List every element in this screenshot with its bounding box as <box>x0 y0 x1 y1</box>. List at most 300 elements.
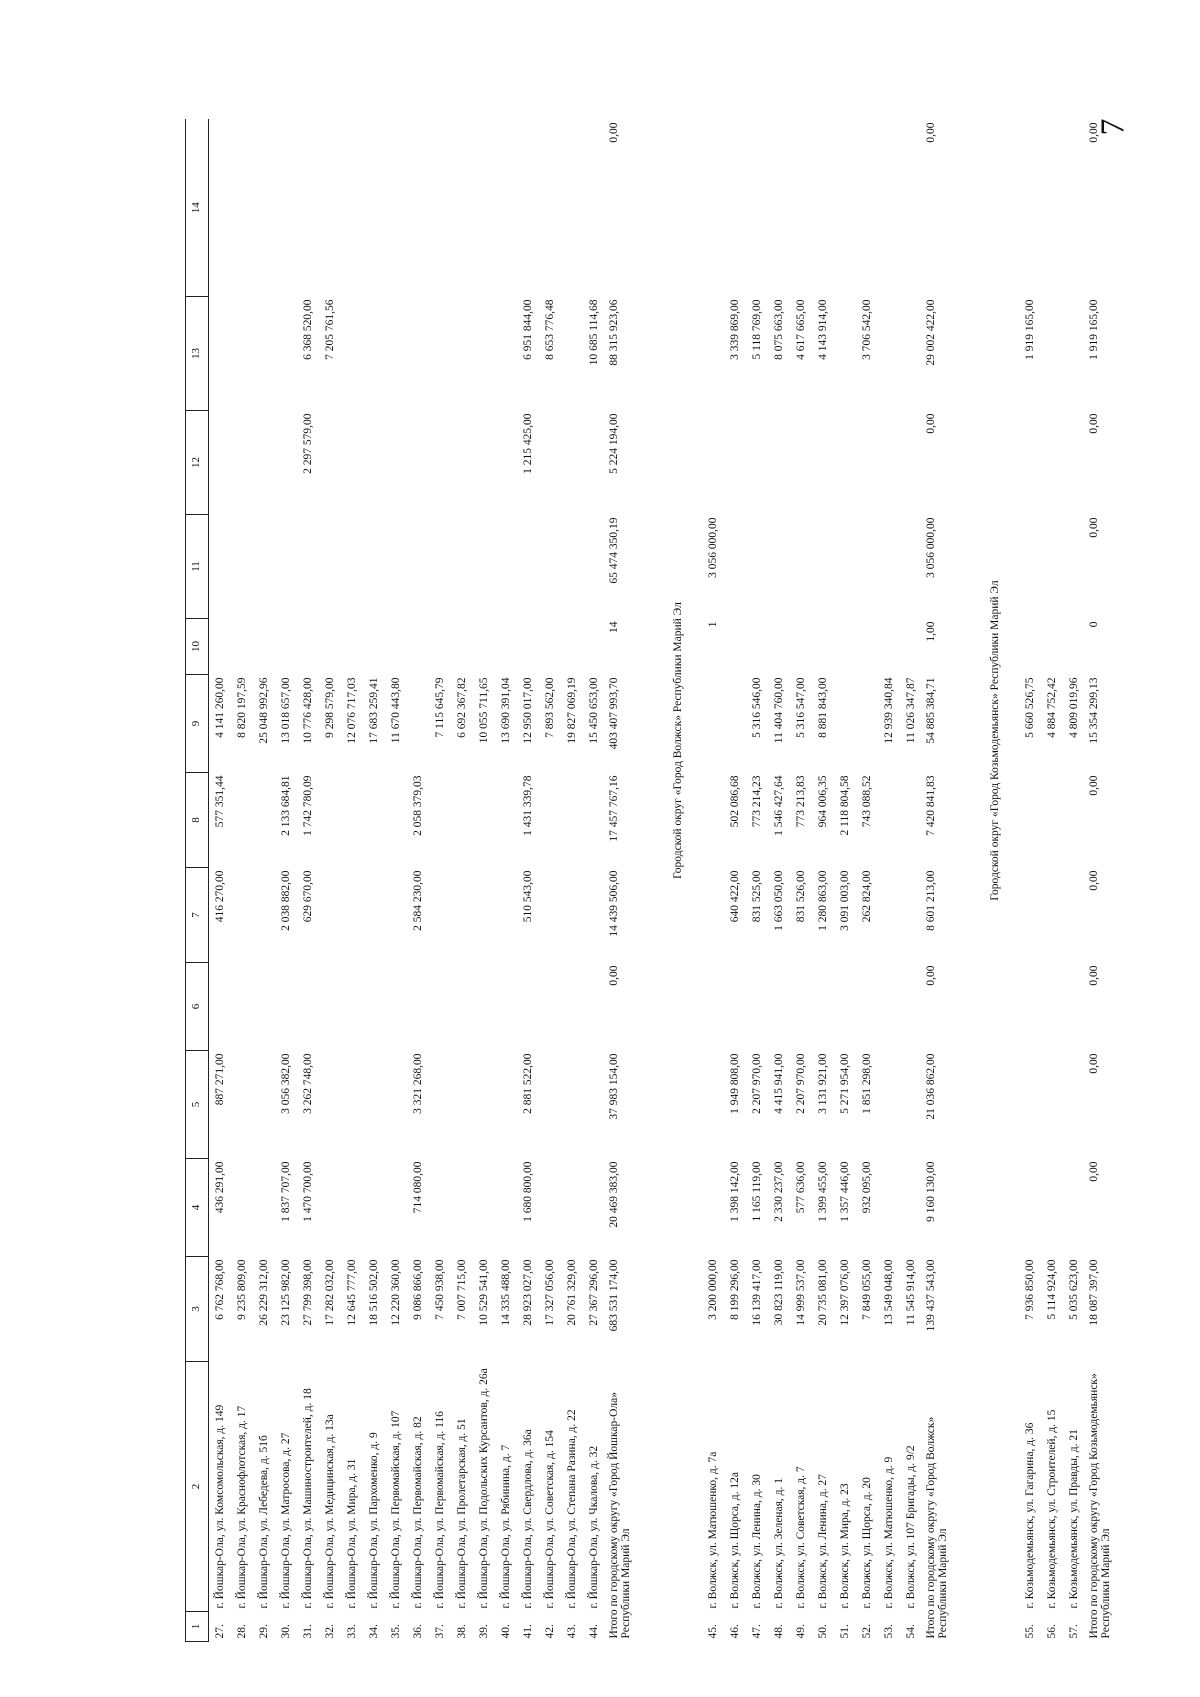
value-cell <box>341 120 363 297</box>
value-cell: 14 999 537,00 <box>794 1259 807 1326</box>
table-row <box>1063 120 1085 1642</box>
value-cell: 714 080,00 <box>411 1161 424 1214</box>
value-cell: 26 229 312,00 <box>257 1259 270 1326</box>
value-cell <box>583 963 605 1051</box>
value-cell: 4 141 260,00 <box>213 677 226 738</box>
table-row <box>834 120 856 1642</box>
value-cell <box>1063 297 1085 411</box>
value-cell <box>231 1051 253 1159</box>
value-cell: 1 431 339,78 <box>521 775 534 836</box>
value-cell: 3 339 869,00 <box>728 299 741 360</box>
address-cell: г. Козьмодемьянск, ул. Строителей, д. 15 <box>1045 1409 1058 1609</box>
value-cell <box>495 868 517 963</box>
row-number: 40. <box>499 1624 512 1639</box>
value-cell <box>1019 868 1041 963</box>
value-cell <box>1019 1159 1041 1257</box>
value-cell <box>702 1159 724 1257</box>
value-cell <box>363 297 385 411</box>
value-cell <box>539 515 561 619</box>
header-cell: 5 <box>186 1051 209 1159</box>
total-value: 88 315 923,06 <box>608 299 620 366</box>
value-cell <box>1041 773 1063 868</box>
value-cell: 4 143 914,00 <box>816 299 829 360</box>
total-value: 0,00 <box>1088 122 1100 143</box>
section-row <box>971 120 1019 1642</box>
table-body <box>186 120 1135 1642</box>
table-row <box>407 120 429 1642</box>
total-value: 37 983 154,00 <box>608 1053 620 1120</box>
value-cell: 12 076 717,03 <box>345 677 358 744</box>
value-cell <box>878 773 900 868</box>
value-cell <box>790 619 812 675</box>
header-cell: 4 <box>186 1159 209 1257</box>
value-cell: 7 007 715,00 <box>455 1259 468 1320</box>
value-cell <box>231 1159 253 1257</box>
total-value: 1,00 <box>925 621 937 642</box>
value-cell: 1 398 142,00 <box>728 1161 741 1222</box>
value-cell <box>495 773 517 868</box>
value-cell: 7 450 938,00 <box>433 1259 446 1320</box>
header-cell: 1 <box>186 1612 209 1642</box>
row-number: 33. <box>345 1624 358 1639</box>
value-cell: 773 214,23 <box>750 775 763 828</box>
value-cell <box>856 515 878 619</box>
value-cell <box>253 120 275 297</box>
row-number: 48. <box>772 1624 785 1639</box>
value-cell: 436 291,00 <box>213 1161 226 1214</box>
value-cell: 10 776 428,00 <box>301 677 314 744</box>
total-label: Итого по городскому округу «Город Волжск» Республики Марий Эл <box>925 1416 950 1639</box>
row-number: 52. <box>860 1624 873 1639</box>
value-cell: 9 235 809,00 <box>235 1259 248 1320</box>
address-cell: г. Волжск, ул. Ленина, д. 27 <box>816 1474 829 1609</box>
value-cell: 9 086 866,00 <box>411 1259 424 1320</box>
value-cell <box>363 773 385 868</box>
value-cell <box>856 963 878 1051</box>
value-cell <box>856 619 878 675</box>
value-cell <box>297 619 319 675</box>
value-cell: 15 450 653,00 <box>587 677 600 744</box>
table-row <box>495 120 517 1642</box>
total-row <box>922 120 971 1642</box>
value-cell: 2 207 970,00 <box>750 1053 763 1114</box>
value-cell <box>878 619 900 675</box>
total-value: 29 002 422,00 <box>925 299 937 366</box>
table-row <box>517 120 539 1642</box>
value-cell: 6 368 520,00 <box>301 299 314 360</box>
table-row <box>341 120 363 1642</box>
table-row <box>561 120 583 1642</box>
row-number: 42. <box>543 1624 556 1639</box>
table-row <box>878 120 900 1642</box>
value-cell <box>319 120 341 297</box>
value-cell <box>834 963 856 1051</box>
value-cell <box>834 120 856 297</box>
header-cell: 13 <box>186 297 209 411</box>
value-cell <box>539 773 561 868</box>
value-cell: 11 670 443,80 <box>389 677 402 744</box>
value-cell <box>768 411 790 515</box>
value-cell: 743 088,52 <box>860 775 873 828</box>
address-cell: г. Волжск, ул. Мира, д. 23 <box>838 1483 851 1609</box>
address-cell: г. Йошкар-Ола, ул. Степана Разина, д. 22 <box>565 1409 578 1609</box>
value-cell: 1 742 780,09 <box>301 775 314 836</box>
value-cell <box>834 515 856 619</box>
value-cell: 12 645 777,00 <box>345 1259 358 1326</box>
value-cell: 8 820 197,59 <box>235 677 248 738</box>
value-cell <box>429 411 451 515</box>
total-value: 0 <box>1088 621 1100 628</box>
row-number: 34. <box>367 1624 380 1639</box>
value-cell: 10 055 711,65 <box>477 677 490 744</box>
total-row <box>1085 120 1134 1642</box>
header-cell: 6 <box>186 963 209 1051</box>
address-cell: г. Волжск, ул. Щорса, д. 12а <box>728 1472 741 1609</box>
value-cell <box>209 411 232 515</box>
value-cell <box>790 963 812 1051</box>
value-cell <box>451 297 473 411</box>
value-cell <box>768 963 790 1051</box>
total-value: 1 919 165,00 <box>1088 299 1100 360</box>
value-cell <box>1063 1159 1085 1257</box>
value-cell <box>900 963 922 1051</box>
value-cell <box>231 773 253 868</box>
total-value: 403 407 993,70 <box>608 677 620 750</box>
value-cell <box>429 297 451 411</box>
row-number: 47. <box>750 1624 763 1639</box>
value-cell <box>407 619 429 675</box>
value-cell <box>209 297 232 411</box>
value-cell <box>900 297 922 411</box>
value-cell <box>253 773 275 868</box>
value-cell <box>856 675 878 773</box>
value-cell: 5 035 623,00 <box>1067 1259 1080 1320</box>
value-cell <box>724 963 746 1051</box>
value-cell <box>429 1051 451 1159</box>
value-cell <box>539 411 561 515</box>
value-cell <box>561 1051 583 1159</box>
row-number: 50. <box>816 1624 829 1639</box>
value-cell: 1 837 707,00 <box>279 1161 292 1222</box>
value-cell <box>473 515 495 619</box>
value-cell <box>385 120 407 297</box>
value-cell <box>319 963 341 1051</box>
value-cell <box>1019 619 1041 675</box>
value-cell: 2 133 684,81 <box>279 775 292 836</box>
value-cell <box>253 297 275 411</box>
address-cell: г. Йошкар-Ола, ул. Первомайская, д. 107 <box>389 1410 402 1609</box>
total-value: 683 531 174,00 <box>608 1259 620 1332</box>
value-cell: 27 367 296,00 <box>587 1259 600 1326</box>
value-cell <box>473 868 495 963</box>
value-cell: 12 220 360,00 <box>389 1259 402 1326</box>
total-value: 14 <box>608 621 620 633</box>
value-cell: 3 131 921,00 <box>816 1053 829 1114</box>
total-value: 3 056 000,00 <box>925 517 937 578</box>
value-cell <box>812 619 834 675</box>
value-cell <box>495 1051 517 1159</box>
value-cell <box>341 411 363 515</box>
value-cell <box>341 868 363 963</box>
value-cell <box>790 515 812 619</box>
table-row <box>319 120 341 1642</box>
value-cell <box>583 1159 605 1257</box>
value-cell <box>1019 411 1041 515</box>
row-number: 32. <box>323 1624 336 1639</box>
value-cell <box>583 515 605 619</box>
value-cell <box>429 619 451 675</box>
value-cell: 13 549 048,00 <box>882 1259 895 1326</box>
value-cell <box>583 619 605 675</box>
value-cell: 25 048 992,96 <box>257 677 270 744</box>
value-cell <box>451 1051 473 1159</box>
table-row <box>539 120 561 1642</box>
value-cell: 510 543,00 <box>521 870 534 923</box>
header-cell: 9 <box>186 675 209 773</box>
value-cell <box>878 963 900 1051</box>
section-title: Городской округ «Город Волжск» Республики Марий Эл <box>671 602 684 879</box>
value-cell <box>812 411 834 515</box>
table-row <box>702 120 724 1642</box>
row-number: 30. <box>279 1624 292 1639</box>
value-cell <box>1019 515 1041 619</box>
value-cell <box>517 515 539 619</box>
value-cell: 12 950 017,00 <box>521 677 534 744</box>
address-cell: г. Йошкар-Ола, ул. Чкалова, д. 32 <box>587 1445 600 1609</box>
value-cell <box>539 868 561 963</box>
row-number: 35. <box>389 1624 402 1639</box>
value-cell <box>341 963 363 1051</box>
value-cell <box>1041 297 1063 411</box>
value-cell: 5 316 547,00 <box>794 677 807 738</box>
total-value: 20 469 383,00 <box>608 1161 620 1228</box>
value-cell <box>724 515 746 619</box>
value-cell: 629 670,00 <box>301 870 314 923</box>
value-cell <box>1063 773 1085 868</box>
value-cell <box>253 619 275 675</box>
total-value: 139 437 543,00 <box>925 1259 937 1332</box>
value-cell: 20 761 329,00 <box>565 1259 578 1326</box>
address-cell: г. Волжск, ул. Матюшенко, д. 7а <box>706 1451 719 1609</box>
value-cell: 1 470 700,00 <box>301 1161 314 1222</box>
value-cell <box>451 1159 473 1257</box>
value-cell <box>517 619 539 675</box>
total-value: 18 087 397,00 <box>1088 1259 1100 1326</box>
value-cell <box>407 515 429 619</box>
value-cell: 8 199 296,00 <box>728 1259 741 1320</box>
value-cell <box>539 1159 561 1257</box>
value-cell <box>1063 120 1085 297</box>
value-cell <box>834 297 856 411</box>
value-cell <box>473 1051 495 1159</box>
address-cell: г. Йошкар-Ола, ул. Пролетарская, д. 51 <box>455 1418 468 1609</box>
value-cell: 27 799 398,00 <box>301 1259 314 1326</box>
header-cell: 7 <box>186 868 209 963</box>
table-row <box>297 120 319 1642</box>
value-cell <box>878 868 900 963</box>
value-cell <box>407 297 429 411</box>
value-cell <box>1063 515 1085 619</box>
total-value: 0,00 <box>1088 1161 1100 1182</box>
row-number: 27. <box>213 1624 226 1639</box>
value-cell: 5 316 546,00 <box>750 677 763 738</box>
total-value: 54 885 384,71 <box>925 677 937 744</box>
value-cell <box>1041 411 1063 515</box>
row-number: 37. <box>433 1624 446 1639</box>
header-cell: 10 <box>186 619 209 675</box>
table-row <box>768 120 790 1642</box>
row-number: 41. <box>521 1624 534 1639</box>
value-cell <box>900 1051 922 1159</box>
address-cell: г. Йошкар-Ола, ул. Машиностроителей, д. 18 <box>301 1388 314 1609</box>
value-cell: 3 262 748,00 <box>301 1053 314 1114</box>
value-cell: 2 881 522,00 <box>521 1053 534 1114</box>
value-cell: 6 951 844,00 <box>521 299 534 360</box>
value-cell <box>275 297 297 411</box>
value-cell <box>319 619 341 675</box>
value-cell <box>451 773 473 868</box>
value-cell <box>878 1159 900 1257</box>
value-cell: 502 086,68 <box>728 775 741 828</box>
value-cell <box>385 297 407 411</box>
value-cell: 8 881 843,00 <box>816 677 829 738</box>
value-cell <box>209 619 232 675</box>
value-cell <box>702 120 724 297</box>
value-cell <box>724 411 746 515</box>
table-row <box>385 120 407 1642</box>
value-cell <box>561 868 583 963</box>
value-cell: 7 893 562,00 <box>543 677 556 738</box>
value-cell <box>451 120 473 297</box>
value-cell <box>583 120 605 297</box>
total-value: 15 354 299,13 <box>1088 677 1100 744</box>
total-value: 7 420 841,83 <box>925 775 937 836</box>
value-cell: 3 056 000,00 <box>706 517 719 578</box>
value-cell: 17 282 032,00 <box>323 1259 336 1326</box>
total-value: 17 457 767,16 <box>608 775 620 842</box>
value-cell: 577 351,44 <box>213 775 226 828</box>
value-cell <box>878 1051 900 1159</box>
value-cell <box>275 120 297 297</box>
value-cell <box>583 411 605 515</box>
value-cell <box>385 1159 407 1257</box>
value-cell <box>724 619 746 675</box>
value-cell: 773 213,83 <box>794 775 807 828</box>
value-cell <box>429 1159 451 1257</box>
value-cell <box>253 1051 275 1159</box>
value-cell <box>517 120 539 297</box>
row-number: 43. <box>565 1624 578 1639</box>
value-cell: 1 949 808,00 <box>728 1053 741 1114</box>
value-cell <box>473 773 495 868</box>
value-cell <box>341 297 363 411</box>
table-row <box>1041 120 1063 1642</box>
value-cell <box>495 963 517 1051</box>
value-cell <box>473 411 495 515</box>
value-cell <box>429 515 451 619</box>
row-number: 31. <box>301 1624 314 1639</box>
value-cell <box>1019 1051 1041 1159</box>
value-cell: 3 321 268,00 <box>411 1053 424 1114</box>
value-cell <box>702 963 724 1051</box>
value-cell <box>900 773 922 868</box>
value-cell <box>702 868 724 963</box>
value-cell: 13 690 391,04 <box>499 677 512 744</box>
value-cell: 3 200 000,00 <box>706 1259 719 1320</box>
value-cell: 3 056 382,00 <box>279 1053 292 1114</box>
value-cell: 30 823 119,00 <box>772 1259 785 1326</box>
value-cell <box>1041 1159 1063 1257</box>
value-cell: 964 006,35 <box>816 775 829 828</box>
value-cell <box>583 1051 605 1159</box>
value-cell <box>834 411 856 515</box>
value-cell: 1 680 800,00 <box>521 1161 534 1222</box>
value-cell <box>341 515 363 619</box>
value-cell <box>473 619 495 675</box>
table-row <box>429 120 451 1642</box>
value-cell: 7 936 850,00 <box>1023 1259 1036 1320</box>
value-cell: 4 617 665,00 <box>794 299 807 360</box>
value-cell <box>768 515 790 619</box>
value-cell: 2 297 579,00 <box>301 413 314 474</box>
value-cell: 28 923 027,00 <box>521 1259 534 1326</box>
value-cell: 3 706 542,00 <box>860 299 873 360</box>
value-cell: 10 685 114,68 <box>587 299 600 366</box>
value-cell <box>407 963 429 1051</box>
header-cell: 2 <box>186 1362 209 1612</box>
value-cell <box>878 120 900 297</box>
value-cell <box>790 411 812 515</box>
value-cell <box>297 515 319 619</box>
address-cell: г. Йошкар-Ола, ул. Комсомольская, д. 149 <box>213 1404 226 1609</box>
value-cell: 11 404 760,00 <box>772 677 785 744</box>
value-cell: 3 091 003,00 <box>838 870 851 931</box>
header-cell: 8 <box>186 773 209 868</box>
value-cell <box>746 411 768 515</box>
value-cell: 7 205 761,56 <box>323 299 336 360</box>
value-cell: 23 125 982,00 <box>279 1259 292 1326</box>
value-cell: 640 422,00 <box>728 870 741 923</box>
value-cell <box>473 1159 495 1257</box>
value-cell <box>451 411 473 515</box>
value-cell <box>561 619 583 675</box>
value-cell: 1 357 446,00 <box>838 1161 851 1222</box>
value-cell: 12 939 340,84 <box>882 677 895 744</box>
value-cell <box>702 773 724 868</box>
value-cell <box>209 515 232 619</box>
address-cell: г. Йошкар-Ола, ул. Первомайская, д. 82 <box>411 1416 424 1609</box>
value-cell: 4 809 019,96 <box>1067 677 1080 738</box>
table-row <box>209 120 232 1642</box>
value-cell: 12 397 076,00 <box>838 1259 851 1326</box>
total-label: Итого по городскому округу «Город Йошкар-Ола» Республики Марий Эл <box>608 1392 633 1639</box>
value-cell <box>385 411 407 515</box>
value-cell <box>429 963 451 1051</box>
value-cell: 1 546 427,64 <box>772 775 785 836</box>
table-row <box>473 120 495 1642</box>
value-cell: 8 075 663,00 <box>772 299 785 360</box>
address-cell: г. Йошкар-Ола, ул. Пархоменко, д. 9 <box>367 1432 380 1609</box>
value-cell <box>790 120 812 297</box>
value-cell <box>341 619 363 675</box>
value-cell <box>253 411 275 515</box>
table-row <box>253 120 275 1642</box>
address-cell: г. Йошкар-Ола, ул. Мира, д. 31 <box>345 1458 358 1609</box>
value-cell: 2 118 804,58 <box>838 775 851 836</box>
value-cell: 20 735 081,00 <box>816 1259 829 1326</box>
address-cell: г. Йошкар-Ола, ул. Свердлова, д. 36а <box>521 1429 534 1609</box>
value-cell: 577 636,00 <box>794 1161 807 1214</box>
